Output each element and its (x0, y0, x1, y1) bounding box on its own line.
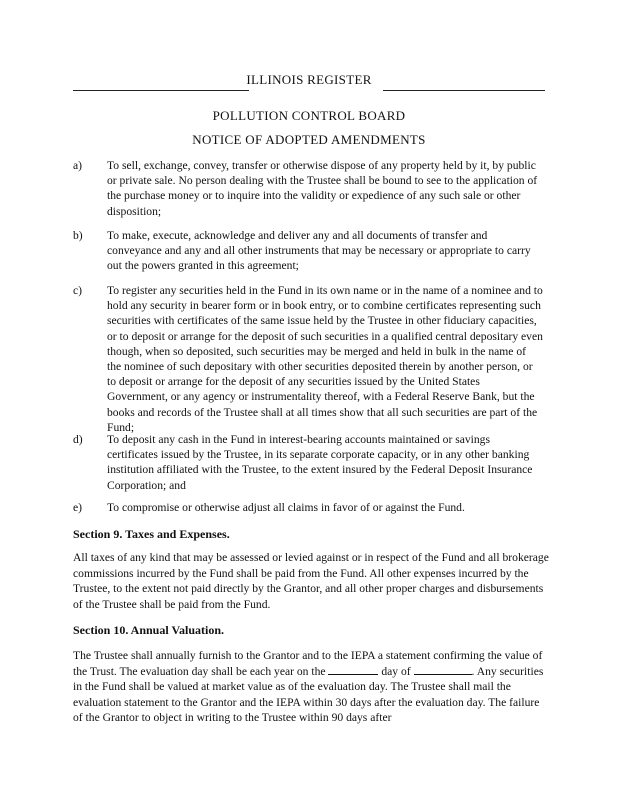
evaluation-day-blank (328, 664, 378, 675)
register-title: ILLINOIS REGISTER (246, 72, 372, 87)
section-9-body: All taxes of any kind that may be assessed or levied against or in respect of the Fund and all brokerage commissions incurred by the Fund shall be paid from the Fund. All other expenses incurred by the Trustee, to the extent not paid directly by the Grantor, and all other proper charges and disbursements of the Trustee shall be paid from the Fund. (73, 551, 549, 611)
notice-title: NOTICE OF ADOPTED AMENDMENTS (192, 132, 426, 147)
item-letter: d) (73, 433, 83, 446)
header-rule-right (383, 90, 545, 91)
header-rule-left (73, 90, 249, 91)
item-letter: b) (73, 229, 83, 242)
section-10-text-1: The Trustee shall annually furnish to the Grantor and to the IEPA a statement confirming the value of the Trust. The evaluation day shall be each year on the (73, 649, 543, 678)
list-item-c (73, 283, 543, 435)
list-item-a (73, 158, 543, 219)
section-10-body (73, 648, 551, 726)
list-item-d (73, 432, 543, 493)
item-letter: e) (73, 501, 83, 514)
item-text: To sell, exchange, convey, transfer or otherwise dispose of any property held by it, by public or private sale. No person dealing with the Trustee shall be bound to see to the application of the purchase money or to inquire into the validity or expedience of any such sale or other disposition; (107, 159, 538, 218)
item-letter: c) (73, 284, 83, 297)
section-10-text-3: . Any securities in the Fund shall be valued at market value as of the evaluation day. The Trustee shall mail the evaluation statement to the Grantor and the IEPA within 30 days after the evaluation day. The failure of the Grantor to object in writing to the Trustee within 90 days after (73, 664, 544, 724)
evaluation-month-blank (414, 664, 472, 675)
item-text: To make, execute, acknowledge and deliver any and all documents of transfer and conveyance and any and all other instruments that may be necessary or appropriate to carry out the powers granted in this agreement; (107, 229, 531, 273)
list-item-b (73, 228, 543, 274)
item-letter: a) (73, 159, 83, 172)
item-text: To deposit any cash in the Fund in interest-bearing accounts maintained or savings certificates issued by the Trustee, in its separate corporate capacity, or in any other banking institution affiliated with the Trustee, to the extent insured by the Federal Deposit Insurance Corporation; and (107, 433, 533, 492)
item-text: To compromise or otherwise adjust all claims in favor of or against the Fund. (107, 501, 465, 514)
item-text: To register any securities held in the Fund in its own name or in the name of a nominee and to hold any security in bearer form or in book entry, or to combine certificates representing such securities with certificates of the same issue held by the Trustee in other fiduciary capacities, or to deposit or arrange for the deposit of such securities in a qualified central depositary even though, when so deposited, such securities may be merged and held in bulk in the name of the nominee of such depositary with other securities deposited therein by another person, or to deposit or arrange for the deposit of any securities issued by the United States Government, or any agency or instrumentality thereof, with a Federal Reserve Bank, but the books and records of the Trustee shall at all times show that all such securities are part of the Fund; (107, 284, 543, 434)
board-title: POLLUTION CONTROL BOARD (212, 108, 406, 123)
section-10-text-2: day of (381, 664, 411, 678)
section-9-heading: Section 9. Taxes and Expenses. (73, 527, 230, 541)
list-item-e (73, 500, 543, 515)
section-10-heading: Section 10. Annual Valuation. (73, 623, 225, 637)
